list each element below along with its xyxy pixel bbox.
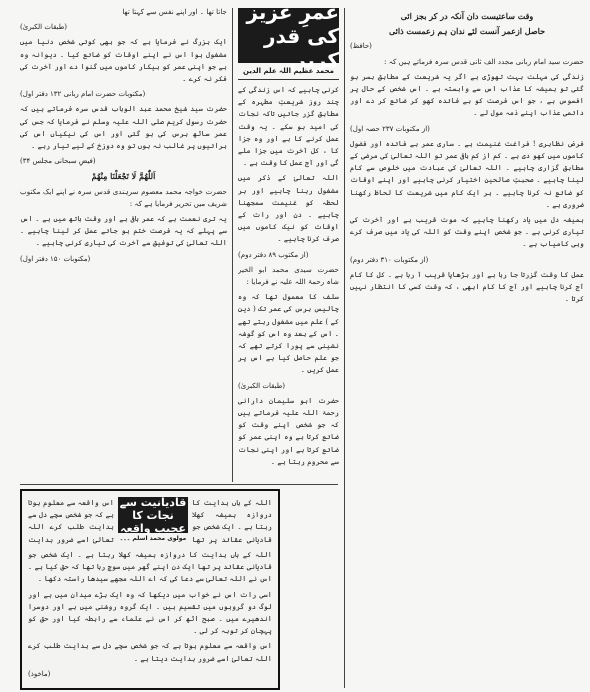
paragraph: ایک بزرگ نے فرمایا ہے کہ جو بھی کوئی شخص دنیا میں مشغول ہوا اس نے اپنے اوقات کو ضائع کیا ۔ دیوانہ وہ ہے جو اپنی عمر کو بیکار کاموں میں گنوا دے اور آخرت کی فکر نہ کرے ۔ xyxy=(20,37,227,84)
reference: (از مکتوبات ۲۳۷ حصہ اول) xyxy=(350,124,430,133)
left-column xyxy=(20,6,227,480)
paragraph: اس واقعہ سے معلوم ہوتا ہے کہ جو شخص سچے دل سے ہدایت طلب کرے اللہ تعالیٰ اسے ضرور ہدایت دیتا ہے ۔ xyxy=(28,641,272,663)
box-author: مولوی محمد اسلم ۔۔۔ xyxy=(119,535,187,542)
box-top-rule xyxy=(20,484,338,485)
box-side-text-left xyxy=(28,497,114,547)
middle-column xyxy=(238,84,339,480)
paragraph: جاتا تھا ۔ اور اپنے نفس سے کہتا تھا xyxy=(122,7,227,16)
reference: (از مکتوب ۸۹ دفتر دوم) xyxy=(238,250,309,259)
paragraph: فرض نظاہری ! فراغت غنیمت ہے ۔ ساری عمر بے فائدہ اور فضول کاموں میں کھو دی ہے ۔ کم از کم باقی عمر تو اللہ تعالیٰ کی مرضی کے مطابق گزاری چاہیے ۔ اللہ تعالیٰ کی عبادت میں خلوص سے کام لینا چاہیے ۔ صحبتِ صالحین اختیار کرنی چاہیے اور اپنے اوقات کو ضائع نہ کرنا چاہیے ۔ ہر ایک کام میں شریعت کا لحاظ رکھنا ضروری ہے ۔ xyxy=(350,138,584,209)
reference: (فیضِ سبحانی مجلس ۳۴) xyxy=(20,157,96,166)
boxed-article xyxy=(20,489,280,690)
reference: (ماخوذ) xyxy=(28,669,51,678)
paragraph: اسی رات اس نے خواب میں دیکھا کہ وہ ایک بڑے میدان میں ہے اور لوگ دو گروہوں میں تقسیم ہیں ۔ ایک گروہ روشنی میں ہے اور دوسرا اندھیرے میں ۔ صبح اٹھ کر اس نے علماء سے رابطہ کیا اور حق کو پہچان کر توبہ کر لی ۔ xyxy=(28,589,272,636)
right-column xyxy=(350,10,584,686)
paragraph: اس واقعہ سے معلوم ہوتا ہے کہ جو شخص سچے دل سے ہدایت طلب کرے اللہ تعالیٰ اسے ضرور ہدایت xyxy=(28,498,114,544)
article-author: محمد عظیم اللہ علم الدین xyxy=(238,63,339,80)
quote-paragraph: سلف کا معمول تھا کہ وہ چالیس برس کی عمر تک ( دین کے ) علم میں مشغول رہتے تھے ۔ اس کے بعد وہ اس کو گوشہ نشینی سے پورا کرتے تھے کہ جو علم حاصل کیا ہے اس پر عمل کریں ۔ xyxy=(238,292,339,375)
box-title: قادیانیت سے نجات کا عجیب واقعہ xyxy=(119,495,187,535)
reference: (از مکتوبات ۳۱۰ دفتر دوم) xyxy=(350,255,429,264)
verse-line: وقت ساعتیست دان آنکہ در کر بجز ائی xyxy=(400,11,534,21)
paragraph: حضرت سید امام ربانی مجدد الف ثانی قدس سرہ فرماتے ہیں کہ : xyxy=(384,56,584,66)
box-side-text-right xyxy=(192,497,272,547)
reference: (طبقات الکبریٰ) xyxy=(238,381,286,390)
article-title-text: عمرِ عزیز کی قدر کریں xyxy=(246,0,339,72)
paragraph: ہمیشہ دل میں یاد رکھنا چاہیے کہ موت قریب ہے اور آخرت کی تیاری کرنی ہے ۔ جو شخص اپنے وقت کو اللہ کی یاد میں صرف کرے وہی کامیاب ہے ۔ xyxy=(350,215,584,249)
paragraph: حضرت ابو سلیمان دارانی رحمۃ اللہ علیہ فرماتے ہیں کہ جو شخص اپنے وقت کو ضائع کرتا ہے وہ اپنی عمر کو ضائع کرتا ہے اور اپنی نجات سے محروم رہتا ہے ۔ xyxy=(238,395,339,466)
reference: (مکتوبات حضرت امام ربانی ۱۳۲ دفتر اول) xyxy=(20,90,146,99)
arabic-prayer: اَللّٰھُمَّ لَا تَجْعَلْنَا مِنْھُمْ xyxy=(91,171,156,182)
quote-paragraph: زندگی کی مہلت بہت تھوڑی ہے اگر یہ شریعت کے مطابق بسر ہو گئی تو ہمیشہ کا عذاب اس سے وابستہ ہے ۔ اس شخص کے حال پر افسوس ہے ، جو اس فرصت کو بے فائدہ کھو کر ضائع کر دے اور دائمی عذاب اپنے ذمہ مول لے ۔ xyxy=(350,71,584,118)
paragraph: اللہ کے ہاں ہدایت کا دروازہ ہمیشہ کھلا رہتا ہے ۔ ایک شخص جو قادیانی عقائد پر تھا ایک دن اپنے گھر میں سوچ رہا تھا کہ حق کیا ہے ۔ اس نے اللہ تعالیٰ سے دعا کی کہ اے اللہ مجھے سیدھا راستہ دکھا ۔ xyxy=(28,550,272,584)
column-divider-left xyxy=(232,8,233,482)
paragraph: کرنی چاہیے کہ اس زندگی کے چند روز شریعتِ مطہرہ کے مطابق گزر جائیں تاکہ نجات کی امید ہو سکے ۔ یہ وقت عمل کرنے کا ہے اور وہ جزا کا ، کل آخرت میں جزا ملے گی اور آج عمل کا وقت ہے ۔ xyxy=(238,85,339,168)
paragraph: حضرت سیدی محمد ابو الخیر شاہ رحمۃ اللہ علیہ نے فرمایا : xyxy=(238,264,339,287)
paragraph: اللہ تعالیٰ کے ذکر میں مشغول رہنا چاہیے اور ہر لحظہ کو غنیمت سمجھنا چاہیے ۔ دن اور رات کے اوقات کو نیک کاموں میں صرف کرنا چاہیے ۔ xyxy=(238,173,339,244)
reference: (حافظ) xyxy=(350,42,372,51)
paragraph: عمل کا وقت گزرتا جا رہا ہے اور بڑھاپا قریب آ رہا ہے ۔ کل کا کام آج کرنا چاہیے اور آج کا کام ابھی ، کہ وقت کسی کا انتظار نہیں کرتا ۔ xyxy=(350,269,584,304)
verse-line: حاصل ازعمر آنست لئے ندان ہم زعمست ذائی xyxy=(388,26,546,37)
quote-paragraph: یہ تری نعمت ہے کہ عمر باقی ہے اور وقت ہاتھ میں ہے ۔ اس سے پہلے کہ یہ فرصت ختم ہو جائے عمل کر لینا چاہیے ۔ اللہ تعالیٰ کی توفیق سے آخرت کی تیاری کرنی چاہیے ۔ xyxy=(20,214,227,248)
paragraph: اللہ کے ہاں ہدایت کا دروازہ ہمیشہ کھلا رہتا ہے ۔ ایک شخص جو قادیانی عقائد پر تھا xyxy=(192,498,272,544)
box-body xyxy=(28,549,272,683)
reference: (طبقات الکبریٰ) xyxy=(20,23,68,32)
paragraph: حضرت خواجہ محمد معصوم سرہندی قدس سرہ نے اپنے ایک مکتوب شریف میں تحریر فرمایا ہے کہ : xyxy=(20,186,227,208)
paragraph: حضرت سید شیخ محمد عبد الوہاب قدس سرہ فرماتے ہیں کہ حضرت رسول کریم صلی اللہ علیہ وسلم نے فرمایا کہ جس کی عمر ساٹھ برس کی ہو گئی اور اس کی نیکیاں اس کی برائیوں پر غالب نہ ہوں تو وہ دوزخ کے لیے تیار رہے ۔ xyxy=(20,104,227,151)
column-divider-right xyxy=(344,8,345,688)
reference: (مکتوبات ۱۵۰ دفتر اول) xyxy=(20,254,91,263)
